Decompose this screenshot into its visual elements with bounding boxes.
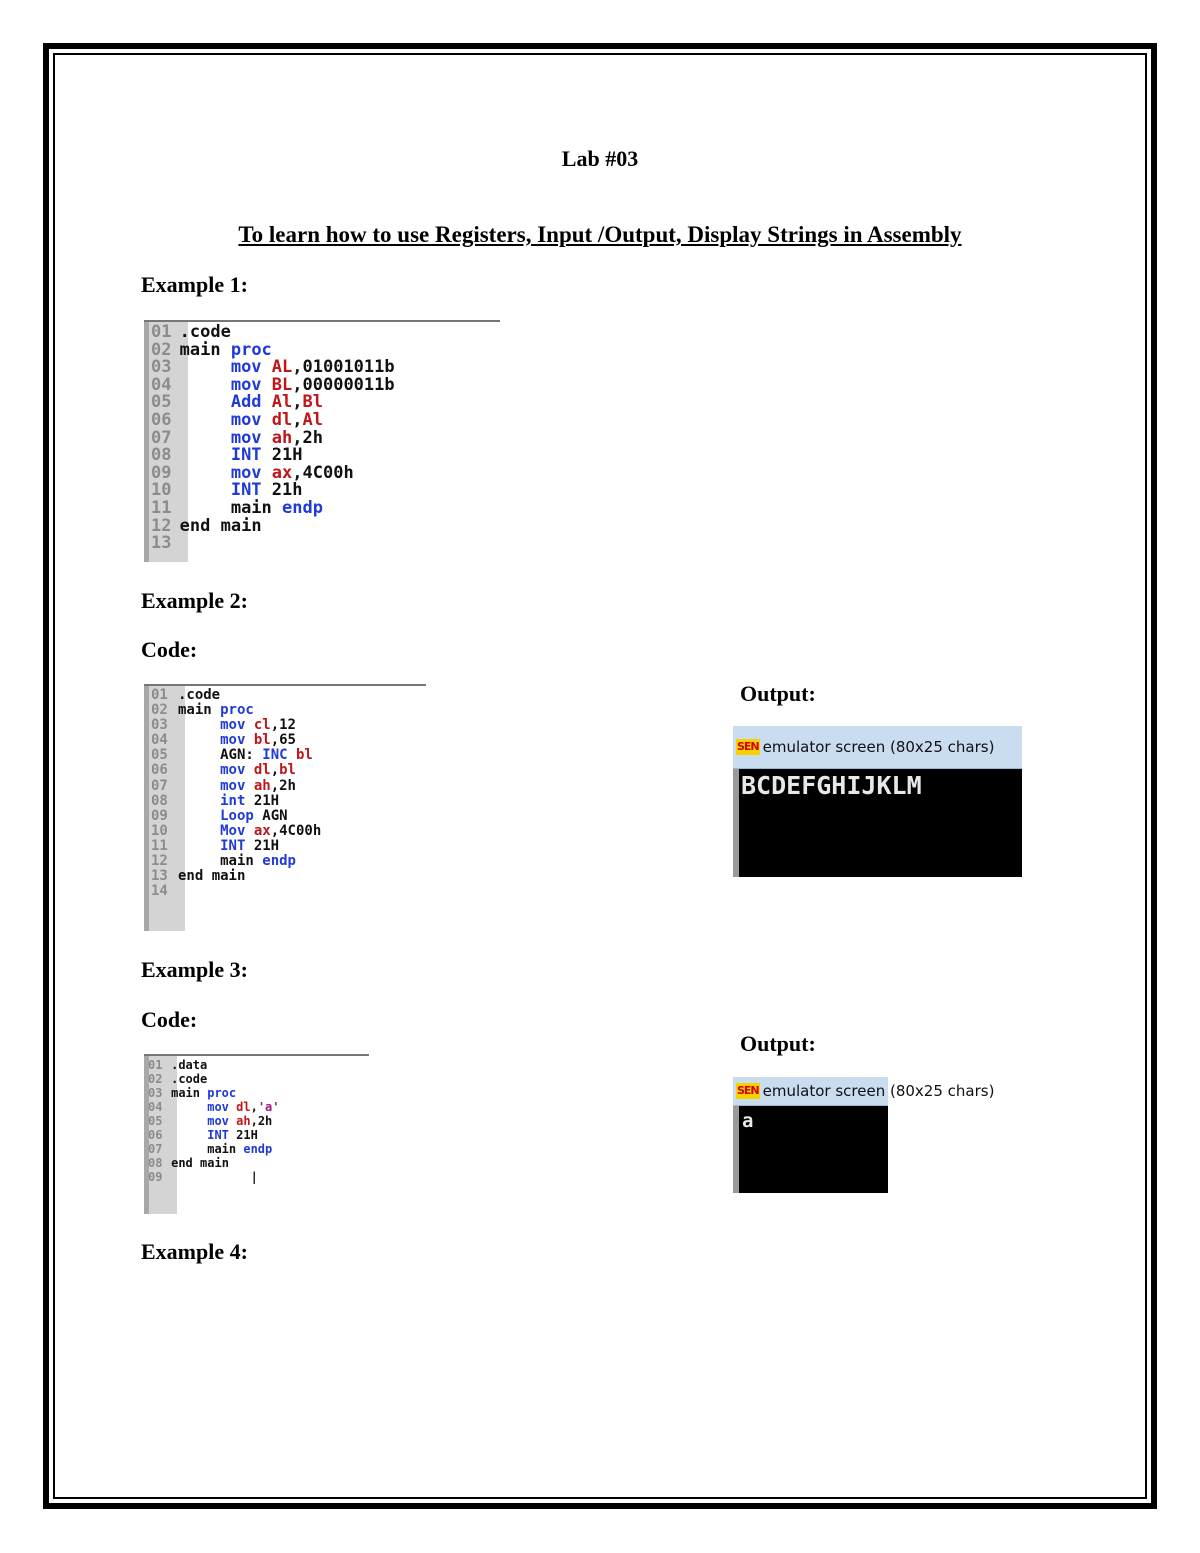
code-token: proc: [230, 339, 272, 360]
code-token: AGN:: [177, 747, 263, 764]
code-token: BL: [271, 374, 293, 395]
code-token: main: [177, 702, 221, 719]
line-number: 09: [148, 1170, 163, 1184]
line-number: 06: [151, 409, 172, 430]
emulator-titlebar: [733, 1077, 995, 1106]
line-number: 07: [151, 427, 172, 448]
code-token: Al: [302, 409, 323, 430]
line-number: 13: [151, 868, 168, 885]
line-number: 09: [151, 462, 172, 483]
code-token: INT: [171, 1128, 237, 1142]
code-token: ax: [271, 462, 293, 483]
code-token: INT: [179, 445, 272, 466]
line-number: 12: [151, 515, 172, 536]
code-token: Al: [271, 392, 293, 413]
code-token: main: [171, 1142, 244, 1156]
example-3-emulator-window: [733, 1077, 995, 1193]
code-token: main: [220, 515, 262, 536]
code-line: [148, 1100, 280, 1114]
code-token: main: [179, 339, 231, 360]
example-2-code-lines: [151, 688, 321, 899]
line-number: 09: [151, 807, 168, 824]
code-token: mov: [179, 409, 272, 430]
emulator-window-title: emulator screen (80x25 chars): [762, 1082, 995, 1100]
code-token: bl: [279, 762, 296, 779]
line-number: 07: [148, 1142, 163, 1156]
code-token: ax: [253, 822, 271, 839]
example-2-emulator-window: [733, 726, 1022, 877]
line-number: 04: [151, 374, 172, 395]
code-token: endp: [282, 497, 323, 518]
line-number: 03: [148, 1086, 163, 1100]
example-3-code-editor: [144, 1054, 369, 1214]
line-number: 10: [151, 480, 172, 501]
line-number: 04: [151, 732, 168, 749]
line-number: 01: [148, 1058, 163, 1072]
code-line: [148, 1058, 280, 1072]
code-token: AGN: [262, 807, 288, 824]
code-token: ,: [270, 762, 280, 779]
code-token: mov: [171, 1114, 237, 1128]
example-2-output-label: Output:: [740, 681, 816, 706]
code-token: ,2h: [270, 777, 296, 794]
line-number: 10: [151, 822, 168, 839]
code-token: cl: [253, 717, 271, 734]
code-token: ,01001011b: [292, 357, 395, 378]
code-line: [148, 1142, 280, 1156]
line-number: 05: [151, 747, 168, 764]
code-token: bl: [295, 747, 313, 764]
code-token: ,00000011b: [292, 374, 395, 395]
code-line: [151, 824, 321, 839]
emulator-output-text: a: [742, 1110, 754, 1132]
code-line: [148, 1170, 280, 1184]
code-token: main: [177, 853, 263, 870]
code-token: ,4C00h: [292, 462, 354, 483]
code-line: [151, 733, 321, 748]
code-line: [148, 1156, 280, 1170]
code-token: mov: [177, 762, 254, 779]
line-number: 07: [151, 777, 168, 794]
code-line: [151, 869, 321, 884]
code-token: main: [200, 1156, 229, 1170]
example-4-heading: Example 4:: [141, 1239, 248, 1264]
emulator-titlebar: [733, 726, 1022, 769]
example-2-heading: Example 2:: [141, 588, 248, 613]
code-token: ah: [271, 427, 293, 448]
line-number: 13: [151, 533, 172, 554]
code-token: end: [179, 515, 221, 536]
line-number: 08: [151, 792, 168, 809]
code-line: [151, 884, 321, 899]
code-token: mov: [179, 427, 272, 448]
code-token: ,2h: [250, 1114, 273, 1128]
line-number: 02: [151, 702, 168, 719]
code-line: [151, 703, 321, 718]
code-token: ,12: [270, 717, 296, 734]
code-line: [151, 535, 395, 553]
example-3-heading: Example 3:: [141, 957, 248, 982]
code-token: proc: [220, 702, 254, 719]
code-token: 21h: [271, 480, 303, 501]
code-token: dl: [236, 1100, 251, 1114]
code-token: endp: [262, 853, 296, 870]
code-line: [151, 854, 321, 869]
code-token: int: [177, 792, 254, 809]
lab-title: Lab #03: [561, 146, 639, 171]
code-token: ,: [292, 392, 303, 413]
code-token: mov: [179, 462, 272, 483]
code-token: mov: [179, 357, 272, 378]
example-1-code-editor: [144, 320, 500, 562]
code-token: ,2h: [292, 427, 323, 448]
line-number: 01: [151, 687, 168, 703]
code-token: .code: [177, 687, 221, 703]
code-token: mov: [179, 374, 272, 395]
code-line: [151, 779, 321, 794]
code-token: main: [211, 868, 246, 885]
emu8086-logo-icon: SEN: [737, 740, 759, 753]
emu8086-logo-icon: SEN: [737, 1084, 759, 1097]
example-1-code-lines: [151, 324, 395, 553]
code-token: Loop: [177, 807, 263, 824]
example-1-heading: Example 1:: [141, 272, 248, 297]
code-token: Mov: [177, 822, 254, 839]
code-line: [148, 1072, 280, 1086]
code-token: dl: [271, 409, 293, 430]
line-number: 04: [148, 1100, 163, 1114]
line-number: 05: [151, 392, 172, 413]
code-token: bl: [253, 732, 271, 749]
example-3-code-lines: [148, 1058, 280, 1184]
code-token: dl: [253, 762, 271, 779]
code-token: main: [171, 1086, 208, 1100]
code-token: proc: [207, 1086, 237, 1100]
line-number: 05: [148, 1114, 163, 1128]
code-token: .code: [179, 322, 231, 342]
emulator-window-title: emulator screen (80x25 chars): [762, 738, 995, 756]
code-token: ah: [253, 777, 271, 794]
code-token: Bl: [302, 392, 323, 413]
code-token: INC: [262, 747, 296, 764]
code-token: .code: [171, 1072, 208, 1086]
code-token: endp: [243, 1142, 273, 1156]
emulator-screen: [733, 769, 1022, 877]
code-line: [151, 718, 321, 733]
example-3-output-label: Output:: [740, 1031, 816, 1056]
code-line: [148, 1086, 280, 1100]
code-line: [148, 1128, 280, 1142]
line-number: 02: [148, 1072, 163, 1086]
line-number: 03: [151, 357, 172, 378]
code-token: INT: [177, 837, 254, 854]
code-token: 21H: [271, 445, 303, 466]
line-number: 03: [151, 717, 168, 734]
code-line: [151, 839, 321, 854]
code-token: 'a': [257, 1100, 280, 1114]
code-token: |: [171, 1170, 258, 1184]
code-line: [151, 748, 321, 763]
code-token: end: [177, 868, 212, 885]
code-token: mov: [177, 732, 254, 749]
code-line: [151, 688, 321, 703]
code-token: 21H: [236, 1128, 258, 1142]
example-2-code-label: Code:: [141, 637, 198, 662]
code-token: .data: [171, 1058, 208, 1072]
code-line: [151, 515, 395, 536]
lab-subtitle: To learn how to use Registers, Input /Output, Display Strings in Assembly: [238, 222, 962, 247]
example-2-code-editor: [144, 684, 426, 931]
code-token: ,: [292, 409, 303, 430]
code-line: [151, 809, 321, 824]
line-number: 01: [151, 322, 172, 342]
emulator-screen: [733, 1106, 888, 1193]
line-number: 12: [151, 853, 168, 870]
line-number: 08: [148, 1156, 163, 1170]
code-token: ,4C00h: [270, 822, 322, 839]
line-number: 11: [151, 497, 172, 518]
code-line: [151, 794, 321, 809]
code-token: ,65: [270, 732, 296, 749]
code-token: ah: [236, 1114, 251, 1128]
line-number: 06: [148, 1128, 163, 1142]
code-token: AL: [271, 357, 293, 378]
code-line: [151, 763, 321, 778]
example-3-code-label: Code:: [141, 1007, 198, 1032]
code-token: 21H: [253, 837, 280, 854]
code-token: INT: [179, 480, 272, 501]
code-token: main: [179, 497, 283, 518]
line-number: 08: [151, 445, 172, 466]
code-token: ,: [250, 1100, 258, 1114]
line-number: 02: [151, 339, 172, 360]
code-token: end: [171, 1156, 201, 1170]
code-line: [148, 1114, 280, 1128]
emulator-output-text: BCDEFGHIJKLM: [741, 771, 922, 800]
code-token: mov: [177, 777, 254, 794]
code-token: mov: [177, 717, 254, 734]
code-token: Add: [179, 392, 272, 413]
line-number: 06: [151, 762, 168, 779]
line-number: 14: [151, 883, 168, 900]
line-number: 11: [151, 837, 168, 854]
code-token: 21H: [253, 792, 280, 809]
code-token: mov: [171, 1100, 237, 1114]
